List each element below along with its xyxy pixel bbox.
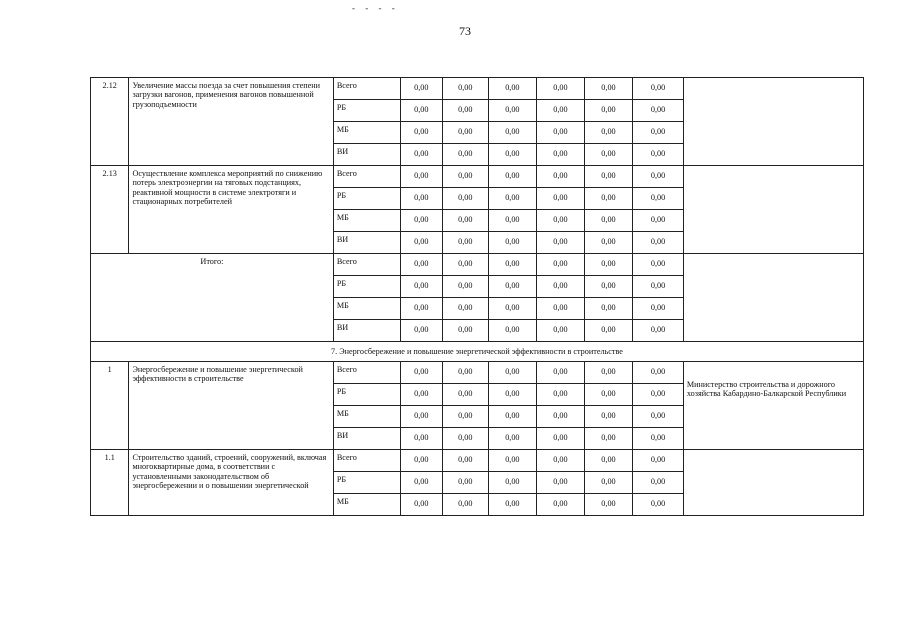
value-cell: 0,00 bbox=[584, 122, 633, 144]
value-cell: 0,00 bbox=[633, 384, 684, 406]
value-cell: 0,00 bbox=[443, 232, 489, 254]
value-cell: 0,00 bbox=[584, 276, 633, 298]
funding-source: Всего bbox=[333, 254, 400, 276]
funding-source: ВИ bbox=[333, 320, 400, 342]
funding-source: Всего bbox=[333, 450, 400, 472]
value-cell: 0,00 bbox=[584, 428, 633, 450]
value-cell: 0,00 bbox=[400, 494, 442, 516]
value-cell: 0,00 bbox=[443, 428, 489, 450]
value-cell: 0,00 bbox=[584, 494, 633, 516]
item-description: Энергосбережение и повышение энергетической эффективности в строительстве bbox=[129, 362, 333, 450]
total-row bbox=[91, 254, 864, 276]
item-description: Осуществление комплекса мероприятий по снижению потерь электроэнергии на тяговых подстанциях, реактивной мощности в системе электротяги и стационарных потребителей bbox=[129, 166, 333, 254]
value-cell: 0,00 bbox=[443, 320, 489, 342]
value-cell: 0,00 bbox=[537, 384, 585, 406]
table-row bbox=[91, 362, 864, 384]
value-cell: 0,00 bbox=[537, 298, 585, 320]
value-cell: 0,00 bbox=[443, 362, 489, 384]
value-cell: 0,00 bbox=[584, 232, 633, 254]
executor-cell bbox=[683, 254, 863, 342]
value-cell: 0,00 bbox=[633, 494, 684, 516]
value-cell: 0,00 bbox=[443, 122, 489, 144]
value-cell: 0,00 bbox=[400, 384, 442, 406]
value-cell: 0,00 bbox=[537, 450, 585, 472]
value-cell: 0,00 bbox=[537, 362, 585, 384]
item-number: 2.12 bbox=[91, 78, 129, 166]
value-cell: 0,00 bbox=[400, 78, 442, 100]
value-cell: 0,00 bbox=[400, 276, 442, 298]
value-cell: 0,00 bbox=[488, 494, 537, 516]
value-cell: 0,00 bbox=[443, 406, 489, 428]
value-cell: 0,00 bbox=[443, 100, 489, 122]
value-cell: 0,00 bbox=[400, 406, 442, 428]
page-number: 73 bbox=[459, 24, 471, 38]
value-cell: 0,00 bbox=[584, 100, 633, 122]
value-cell: 0,00 bbox=[633, 144, 684, 166]
item-number: 1 bbox=[91, 362, 129, 450]
value-cell: 0,00 bbox=[488, 166, 537, 188]
value-cell: 0,00 bbox=[488, 144, 537, 166]
total-label: Итого: bbox=[91, 254, 334, 342]
value-cell: 0,00 bbox=[584, 406, 633, 428]
value-cell: 0,00 bbox=[633, 100, 684, 122]
value-cell: 0,00 bbox=[537, 494, 585, 516]
item-number: 1.1 bbox=[91, 450, 129, 516]
value-cell: 0,00 bbox=[488, 450, 537, 472]
value-cell: 0,00 bbox=[633, 166, 684, 188]
value-cell: 0,00 bbox=[488, 362, 537, 384]
executor-cell bbox=[683, 78, 863, 166]
value-cell: 0,00 bbox=[633, 232, 684, 254]
value-cell: 0,00 bbox=[400, 298, 442, 320]
value-cell: 0,00 bbox=[584, 166, 633, 188]
value-cell: 0,00 bbox=[584, 450, 633, 472]
value-cell: 0,00 bbox=[537, 320, 585, 342]
value-cell: 0,00 bbox=[400, 144, 442, 166]
funding-source: МБ bbox=[333, 298, 400, 320]
funding-source: РБ bbox=[333, 472, 400, 494]
value-cell: 0,00 bbox=[537, 188, 585, 210]
value-cell: 0,00 bbox=[400, 254, 442, 276]
value-cell: 0,00 bbox=[633, 254, 684, 276]
value-cell: 0,00 bbox=[400, 232, 442, 254]
value-cell: 0,00 bbox=[488, 100, 537, 122]
value-cell: 0,00 bbox=[488, 276, 537, 298]
value-cell: 0,00 bbox=[537, 210, 585, 232]
value-cell: 0,00 bbox=[488, 428, 537, 450]
value-cell: 0,00 bbox=[443, 254, 489, 276]
value-cell: 0,00 bbox=[443, 78, 489, 100]
value-cell: 0,00 bbox=[537, 100, 585, 122]
value-cell: 0,00 bbox=[488, 188, 537, 210]
funding-source: ВИ bbox=[333, 428, 400, 450]
value-cell: 0,00 bbox=[400, 166, 442, 188]
value-cell: 0,00 bbox=[633, 122, 684, 144]
value-cell: 0,00 bbox=[400, 320, 442, 342]
header-marks: - - - - bbox=[352, 3, 399, 13]
value-cell: 0,00 bbox=[400, 188, 442, 210]
item-description: Строительство зданий, строений, сооружений, включая многоквартирные дома, в соответствии с установленными законодательством об энергосбережении и о повышении энергетической bbox=[129, 450, 333, 516]
value-cell: 0,00 bbox=[584, 78, 633, 100]
funding-source: Всего bbox=[333, 166, 400, 188]
value-cell: 0,00 bbox=[443, 472, 489, 494]
table-row bbox=[91, 78, 864, 100]
funding-source: РБ bbox=[333, 384, 400, 406]
value-cell: 0,00 bbox=[488, 298, 537, 320]
value-cell: 0,00 bbox=[488, 254, 537, 276]
executor-cell bbox=[683, 166, 863, 254]
value-cell: 0,00 bbox=[584, 254, 633, 276]
value-cell: 0,00 bbox=[633, 188, 684, 210]
item-description: Увеличение массы поезда за счет повышения степени загрузки вагонов, применения вагонов повышенной грузоподъемности bbox=[129, 78, 333, 166]
value-cell: 0,00 bbox=[537, 276, 585, 298]
funding-source: ВИ bbox=[333, 144, 400, 166]
funding-source: Всего bbox=[333, 78, 400, 100]
value-cell: 0,00 bbox=[537, 472, 585, 494]
funding-source: МБ bbox=[333, 406, 400, 428]
value-cell: 0,00 bbox=[443, 276, 489, 298]
value-cell: 0,00 bbox=[400, 450, 442, 472]
funding-source: МБ bbox=[333, 210, 400, 232]
value-cell: 0,00 bbox=[443, 450, 489, 472]
value-cell: 0,00 bbox=[443, 494, 489, 516]
funding-table bbox=[90, 77, 864, 516]
value-cell: 0,00 bbox=[633, 78, 684, 100]
value-cell: 0,00 bbox=[443, 384, 489, 406]
section-row bbox=[91, 342, 864, 362]
value-cell: 0,00 bbox=[400, 210, 442, 232]
value-cell: 0,00 bbox=[584, 362, 633, 384]
funding-source: Всего bbox=[333, 362, 400, 384]
value-cell: 0,00 bbox=[488, 384, 537, 406]
executor-cell bbox=[683, 450, 863, 516]
value-cell: 0,00 bbox=[633, 298, 684, 320]
value-cell: 0,00 bbox=[400, 122, 442, 144]
value-cell: 0,00 bbox=[488, 232, 537, 254]
value-cell: 0,00 bbox=[584, 472, 633, 494]
value-cell: 0,00 bbox=[537, 428, 585, 450]
funding-source: РБ bbox=[333, 188, 400, 210]
executor-cell: Министерство строительства и дорожного хозяйства Кабардино-Балкарской Республики bbox=[683, 362, 863, 450]
section-title: 7. Энергосбережение и повышение энергетической эффективности в строительстве bbox=[91, 342, 864, 362]
value-cell: 0,00 bbox=[443, 298, 489, 320]
value-cell: 0,00 bbox=[443, 166, 489, 188]
value-cell: 0,00 bbox=[488, 210, 537, 232]
value-cell: 0,00 bbox=[633, 428, 684, 450]
funding-source: РБ bbox=[333, 276, 400, 298]
table-row bbox=[91, 166, 864, 188]
funding-source: МБ bbox=[333, 494, 400, 516]
value-cell: 0,00 bbox=[584, 384, 633, 406]
value-cell: 0,00 bbox=[633, 472, 684, 494]
value-cell: 0,00 bbox=[400, 100, 442, 122]
value-cell: 0,00 bbox=[584, 298, 633, 320]
value-cell: 0,00 bbox=[400, 472, 442, 494]
value-cell: 0,00 bbox=[633, 450, 684, 472]
value-cell: 0,00 bbox=[537, 254, 585, 276]
value-cell: 0,00 bbox=[584, 144, 633, 166]
value-cell: 0,00 bbox=[633, 320, 684, 342]
funding-source: ВИ bbox=[333, 232, 400, 254]
value-cell: 0,00 bbox=[584, 320, 633, 342]
value-cell: 0,00 bbox=[537, 144, 585, 166]
value-cell: 0,00 bbox=[537, 78, 585, 100]
value-cell: 0,00 bbox=[633, 362, 684, 384]
value-cell: 0,00 bbox=[443, 144, 489, 166]
value-cell: 0,00 bbox=[633, 406, 684, 428]
item-number: 2.13 bbox=[91, 166, 129, 254]
value-cell: 0,00 bbox=[400, 362, 442, 384]
value-cell: 0,00 bbox=[633, 210, 684, 232]
value-cell: 0,00 bbox=[537, 166, 585, 188]
value-cell: 0,00 bbox=[488, 406, 537, 428]
funding-source: МБ bbox=[333, 122, 400, 144]
value-cell: 0,00 bbox=[443, 210, 489, 232]
funding-source: РБ bbox=[333, 100, 400, 122]
value-cell: 0,00 bbox=[488, 122, 537, 144]
value-cell: 0,00 bbox=[584, 210, 633, 232]
table-row bbox=[91, 450, 864, 472]
value-cell: 0,00 bbox=[584, 188, 633, 210]
value-cell: 0,00 bbox=[537, 122, 585, 144]
value-cell: 0,00 bbox=[488, 472, 537, 494]
value-cell: 0,00 bbox=[488, 320, 537, 342]
value-cell: 0,00 bbox=[443, 188, 489, 210]
value-cell: 0,00 bbox=[400, 428, 442, 450]
value-cell: 0,00 bbox=[488, 78, 537, 100]
value-cell: 0,00 bbox=[537, 406, 585, 428]
value-cell: 0,00 bbox=[537, 232, 585, 254]
value-cell: 0,00 bbox=[633, 276, 684, 298]
